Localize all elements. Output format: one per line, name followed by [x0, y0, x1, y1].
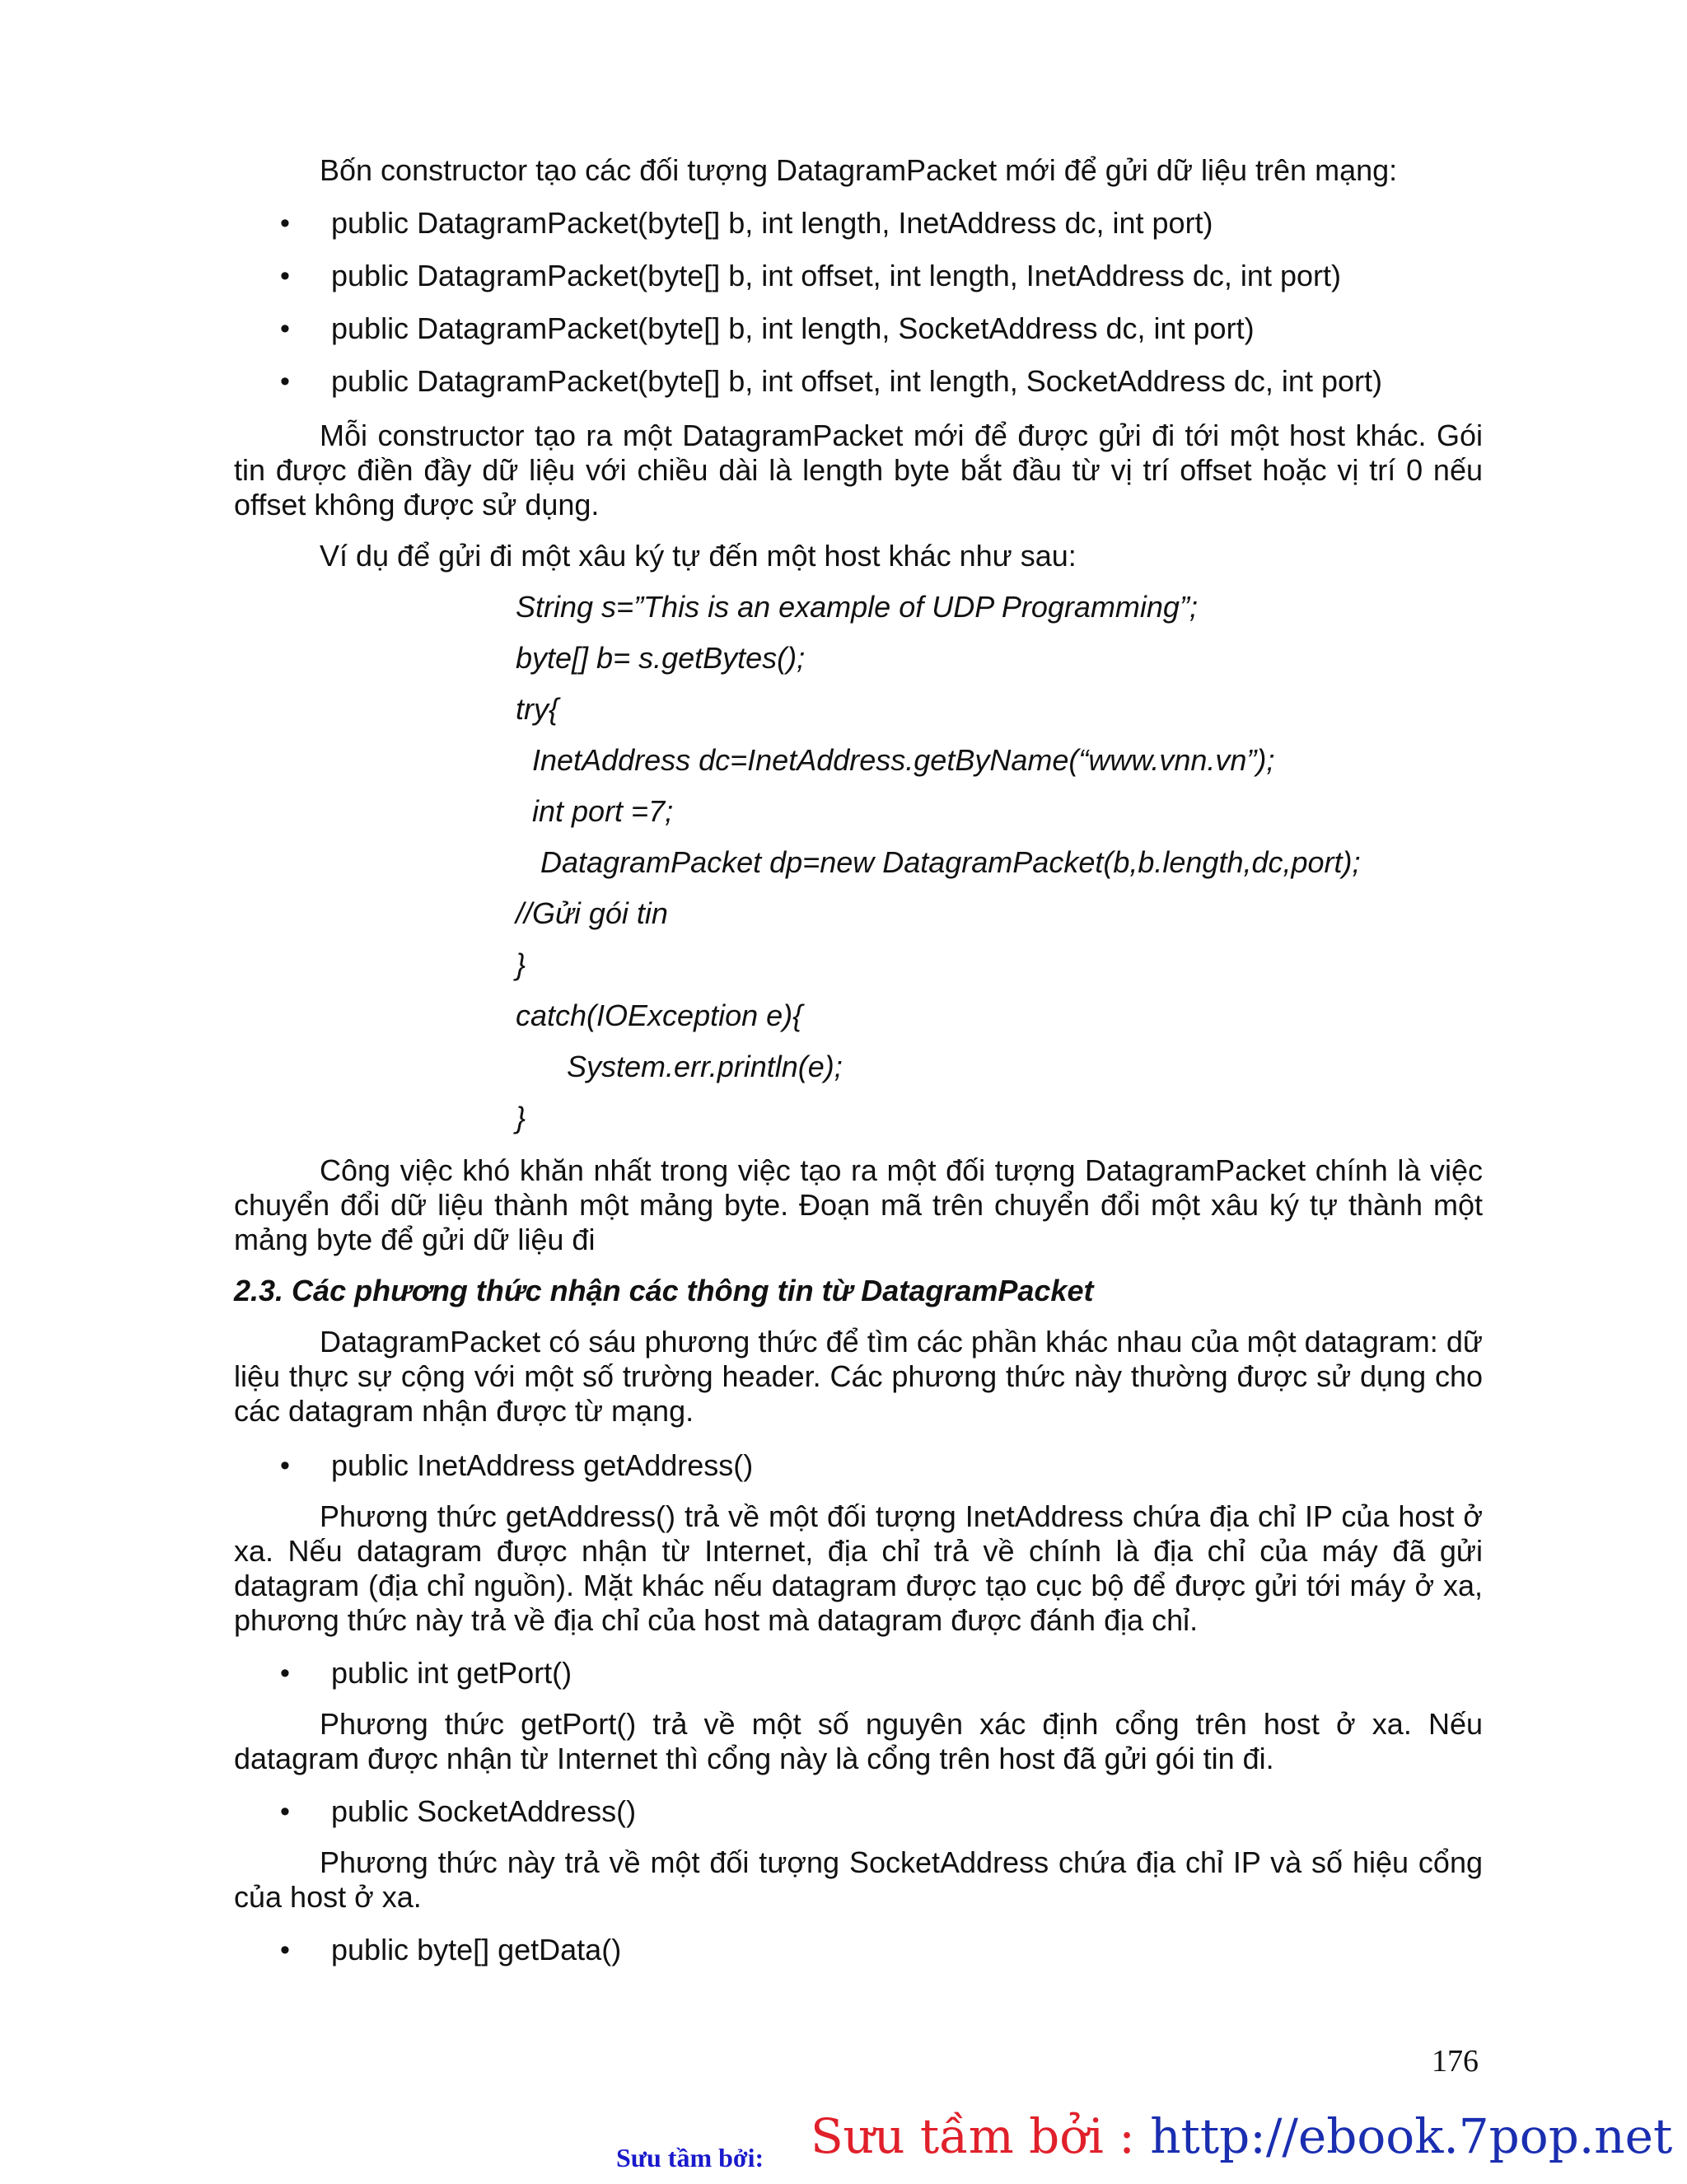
bullet-dot: • [280, 208, 290, 239]
paragraph-conversion: Công việc khó khăn nhất trong việc tạo ra một đối tượng DatagramPacket chính là việc chuyển đổi dữ liệu thành một mảng byte. Đoạn mã trên chuyển đổi một xâu ký tự thành một mảng byte để gửi dữ liệu đi [234, 1153, 1483, 1256]
code-line: InetAddress dc=InetAddress.getByName(“www.vnn.vn”); [532, 743, 1275, 777]
code-line: System.err.println(e); [567, 1050, 843, 1083]
paragraph-socketaddress: Phương thức này trả về một đối tượng SocketAddress chứa địa chỉ IP và số hiệu cổng của host ở xa. [234, 1845, 1483, 1914]
code-line: try{ [516, 692, 559, 726]
constructor-item: public DatagramPacket(byte[] b, int length, SocketAddress dc, int port) [331, 311, 1255, 345]
method-item: public byte[] getData() [331, 1933, 622, 1967]
paragraph-getaddress: Phương thức getAddress() trả về một đối tượng InetAddress chứa địa chỉ IP của host ở xa. Nếu datagram được nhận từ Internet, địa chỉ trả về chính là địa chỉ của máy đã gửi datagram (địa chỉ nguồn). Mặt khác nếu datagram được tạo cục bộ để được gửi tới máy ở xa, phương thức này trả về địa chỉ của host mà datagram được đánh địa chỉ. [234, 1499, 1483, 1637]
code-line: catch(IOException e){ [516, 998, 803, 1032]
page-number: 176 [1432, 2044, 1479, 2079]
code-line: byte[] b= s.getBytes(); [516, 641, 806, 675]
constructor-item: public DatagramPacket(byte[] b, int offset, int length, InetAddress dc, int port) [331, 259, 1341, 292]
bullet-dot: • [280, 1450, 290, 1481]
paragraph-methods-intro: DatagramPacket có sáu phương thức để tìm các phần khác nhau của một datagram: dữ liệu thực sự cộng với một số trường header. Các phương thức này thường được sử dụng cho các datagram nhận được từ mạng. [234, 1325, 1483, 1428]
intro-text: Bốn constructor tạo các đối tượng DatagramPacket mới để gửi dữ liệu trên mạng: [320, 153, 1398, 187]
bullet-dot: • [280, 260, 290, 292]
code-line: DatagramPacket dp=new DatagramPacket(b,b.length,dc,port); [540, 845, 1361, 879]
paragraph-getport: Phương thức getPort() trả về một số nguyên xác định cổng trên host ở xa. Nếu datagram được nhận từ Internet thì cổng này là cổng trên host đã gửi gói tin đi. [234, 1707, 1483, 1775]
paragraph-constructors: Mỗi constructor tạo ra một DatagramPacket mới để được gửi đi tới một host khác. Gói tin được điền đầy dữ liệu với chiều dài là length byte bắt đầu từ vị trí offset hoặc vị trí 0 nếu offset không được sử dụng. [234, 419, 1483, 521]
bullet-dot: • [280, 1796, 290, 1827]
method-item: public int getPort() [331, 1656, 572, 1690]
bullet-dot: • [280, 313, 290, 344]
watermark-link[interactable]: http://ebook.7pop.net [1150, 2108, 1673, 2164]
bullet-dot: • [280, 1934, 290, 1966]
section-heading: 2.3. Các phương thức nhận các thông tin từ DatagramPacket [234, 1274, 1094, 1307]
example-intro: Ví dụ để gửi đi một xâu ký tự đến một host khác như sau: [320, 539, 1077, 573]
watermark-label: Sưu tầm bởi : [811, 2108, 1151, 2164]
bullet-dot: • [280, 1658, 290, 1689]
watermark-banner [811, 2109, 1672, 2163]
method-item: public SocketAddress() [331, 1794, 637, 1828]
method-item: public InetAddress getAddress() [331, 1448, 754, 1482]
bullet-dot: • [280, 366, 290, 397]
constructor-item: public DatagramPacket(byte[] b, int offset, int length, SocketAddress dc, int port) [331, 364, 1382, 398]
watermark-small-text: Sưu tầm bởi: [616, 2143, 764, 2172]
code-line: int port =7; [532, 794, 674, 828]
code-line: String s=”This is an example of UDP Programming”; [516, 590, 1198, 624]
code-line: } [516, 1101, 526, 1134]
code-line: } [516, 947, 526, 981]
code-comment: //Gửi gói tin [516, 896, 668, 930]
constructor-item: public DatagramPacket(byte[] b, int length, InetAddress dc, int port) [331, 206, 1213, 240]
